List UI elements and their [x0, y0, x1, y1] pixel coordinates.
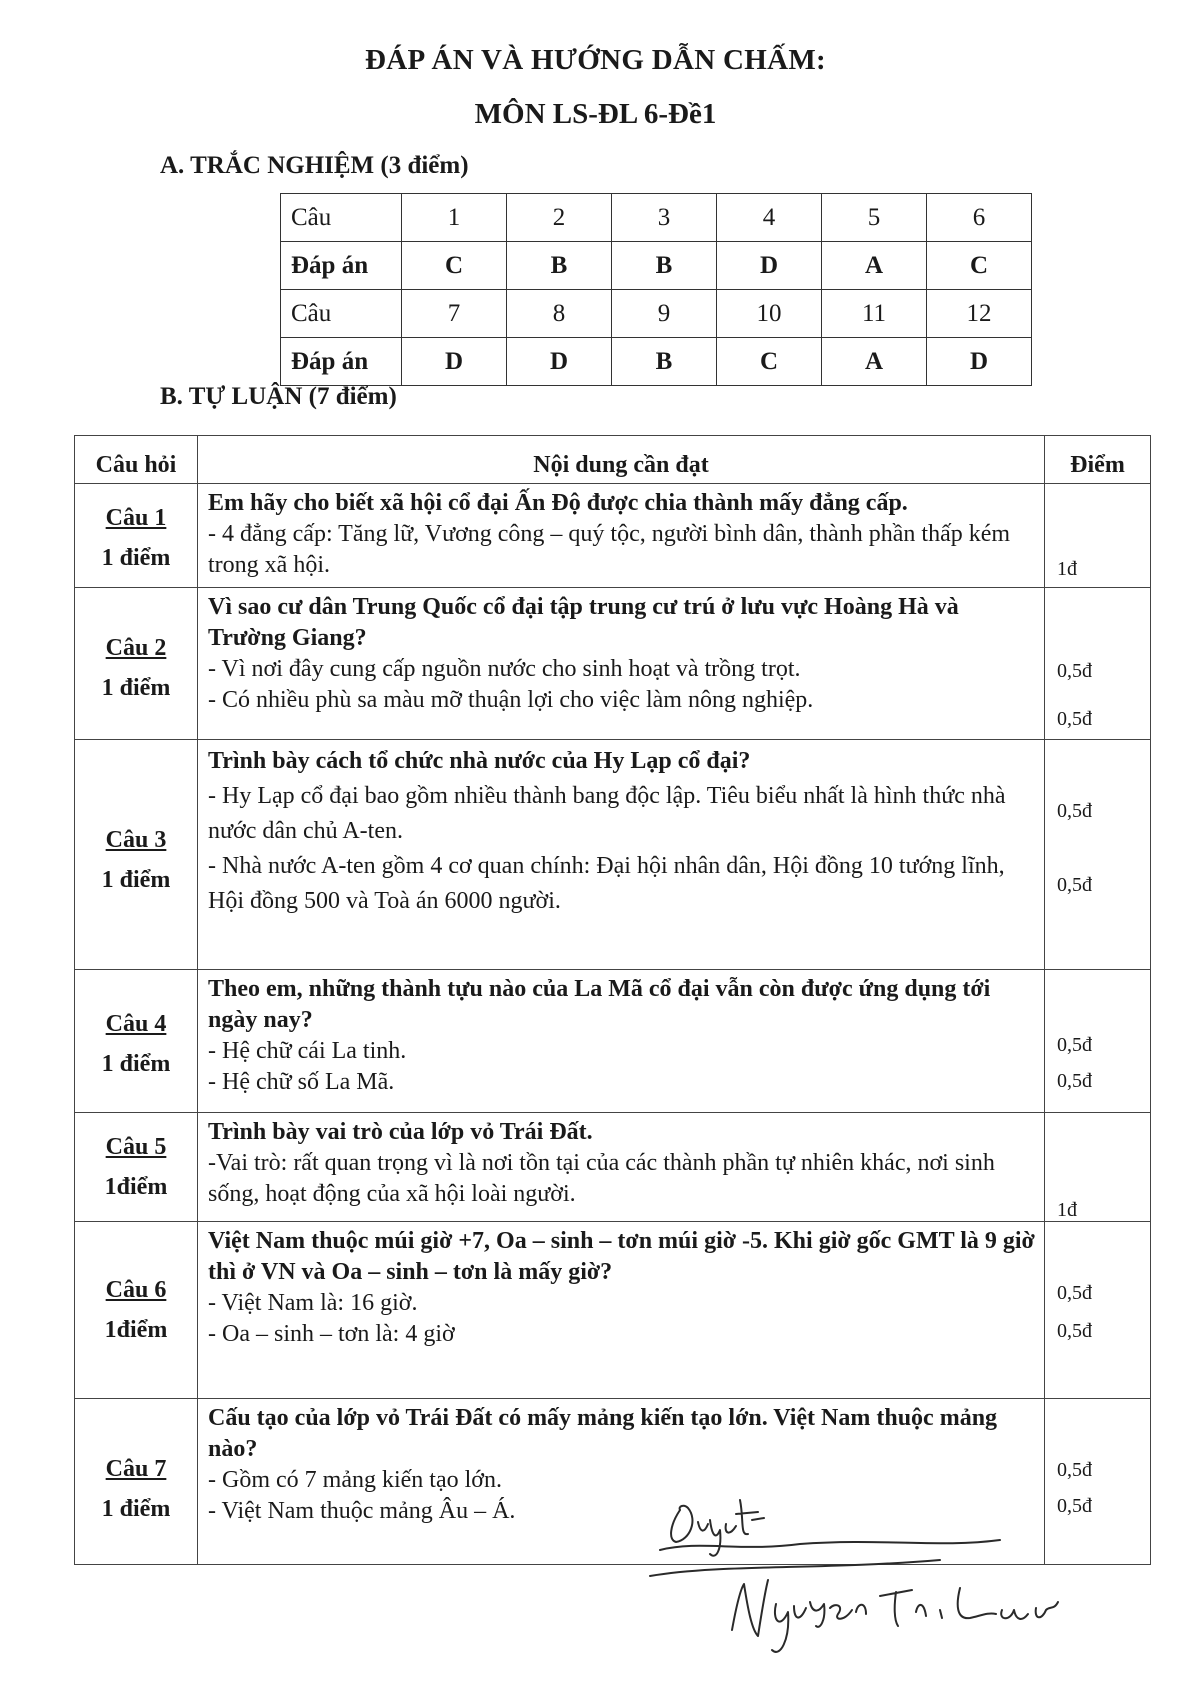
point-value: 0,5đ — [1057, 1070, 1092, 1092]
table-cell: 11 — [822, 290, 927, 338]
answer-line: -Vai trò: rất quan trọng vì là nơi tồn tại của các thành phần tự nhiên khác, nơi sinh sống, hoạt động của xã hội loài người. — [208, 1150, 995, 1207]
points-cell — [1045, 484, 1151, 588]
table-cell: D — [717, 242, 822, 290]
question-label — [75, 588, 198, 740]
table-cell: B — [612, 338, 717, 386]
question-score: 1 điểm — [101, 675, 171, 701]
table-cell: 8 — [507, 290, 612, 338]
point-value: 0,5đ — [1057, 1459, 1092, 1481]
table-cell: Câu — [281, 194, 402, 242]
answer-content — [198, 1113, 1045, 1222]
question-text: Em hãy cho biết xã hội cổ đại Ấn Độ được chia thành mấy đẳng cấp. — [208, 490, 908, 516]
question-score: 1 điểm — [101, 545, 171, 571]
question-label — [75, 740, 198, 970]
table-row — [75, 970, 1151, 1113]
point-value: 0,5đ — [1057, 660, 1092, 682]
essay-table — [74, 435, 1151, 1565]
question-number: Câu 6 — [105, 1277, 167, 1303]
answer-content — [198, 740, 1045, 970]
point-value: 0,5đ — [1057, 1495, 1092, 1517]
table-cell: A — [822, 338, 927, 386]
table-cell: A — [822, 242, 927, 290]
question-text: Việt Nam thuộc múi giờ +7, Oa – sinh – tơn múi giờ -5. Khi giờ gốc GMT là 9 giờ thì ở VN và Oa – sinh – tơn là mấy giờ? — [208, 1228, 1035, 1285]
table-cell: 9 — [612, 290, 717, 338]
answer-line: - Oa – sinh – tơn là: 4 giờ — [208, 1321, 455, 1347]
answer-line: - Hy Lạp cổ đại bao gồm nhiều thành bang độc lập. Tiêu biểu nhất là hình thức nhà nước dân chủ A-ten. — [208, 783, 1006, 844]
question-score: 1điểm — [104, 1174, 168, 1200]
table-cell: D — [402, 338, 507, 386]
table-cell: 12 — [927, 290, 1032, 338]
answer-line: - Việt Nam thuộc mảng Âu – Á. — [208, 1498, 516, 1524]
table-row — [75, 484, 1151, 588]
answer-line: - Nhà nước A-ten gồm 4 cơ quan chính: Đại hội nhân dân, Hội đồng 10 tướng lĩnh, Hội đồng 500 và Toà án 6000 người. — [208, 853, 1005, 914]
table-row — [75, 588, 1151, 740]
answer-content — [198, 484, 1045, 588]
question-score: 1 điểm — [101, 1496, 171, 1522]
table-cell: 4 — [717, 194, 822, 242]
answer-content — [198, 1222, 1045, 1399]
table-row — [75, 740, 1151, 970]
table-cell: D — [927, 338, 1032, 386]
table-header-row — [75, 436, 1151, 484]
question-text: Vì sao cư dân Trung Quốc cổ đại tập trung cư trú ở lưu vực Hoàng Hà và Trường Giang? — [208, 594, 959, 651]
question-text: Trình bày cách tổ chức nhà nước của Hy Lạp cổ đại? — [208, 748, 751, 774]
question-score: 1 điểm — [101, 867, 171, 893]
points-cell — [1045, 1113, 1151, 1222]
point-value: 0,5đ — [1057, 1034, 1092, 1056]
answer-line: - Vì nơi đây cung cấp nguồn nước cho sinh hoạt và trồng trọt. — [208, 656, 801, 682]
table-row — [281, 338, 1032, 386]
table-cell: 1 — [402, 194, 507, 242]
table-cell: C — [402, 242, 507, 290]
table-cell: 3 — [612, 194, 717, 242]
question-number: Câu 5 — [105, 1134, 167, 1160]
table-row — [281, 194, 1032, 242]
answer-line: - Gồm có 7 mảng kiến tạo lớn. — [208, 1467, 502, 1493]
question-label — [75, 1399, 198, 1565]
handwritten-signatures — [640, 1480, 1100, 1680]
point-value: 0,5đ — [1057, 1320, 1092, 1342]
table-row — [75, 1222, 1151, 1399]
question-label — [75, 484, 198, 588]
multiple-choice-table — [280, 193, 1032, 386]
answer-content — [198, 970, 1045, 1113]
answer-line: - Có nhiều phù sa màu mỡ thuận lợi cho việc làm nông nghiệp. — [208, 687, 814, 713]
table-cell: C — [927, 242, 1032, 290]
answer-line: - Hệ chữ số La Mã. — [208, 1069, 395, 1095]
table-cell: 2 — [507, 194, 612, 242]
table-row — [281, 290, 1032, 338]
question-score: 1 điểm — [101, 1051, 171, 1077]
question-number: Câu 2 — [105, 635, 167, 661]
document-subtitle: MÔN LS-ĐL 6-Đề1 — [474, 98, 717, 130]
question-number: Câu 1 — [105, 505, 167, 531]
question-label — [75, 1113, 198, 1222]
table-cell: Đáp án — [281, 338, 402, 386]
question-label — [75, 1222, 198, 1399]
answer-line: - 4 đẳng cấp: Tăng lữ, Vương công – quý tộc, người bình dân, thành phần thấp kém trong xã hội. — [208, 521, 1011, 578]
point-value: 0,5đ — [1057, 708, 1092, 730]
question-label — [75, 970, 198, 1113]
answer-content — [198, 588, 1045, 740]
question-number: Câu 4 — [105, 1011, 167, 1037]
answer-line: - Hệ chữ cái La tinh. — [208, 1038, 407, 1064]
points-cell — [1045, 740, 1151, 970]
table-row — [281, 242, 1032, 290]
question-text: Theo em, những thành tựu nào của La Mã cổ đại vẫn còn được ứng dụng tới ngày nay? — [208, 976, 991, 1033]
question-score: 1điểm — [104, 1317, 168, 1343]
point-value: 1đ — [1057, 1199, 1077, 1221]
table-cell: C — [717, 338, 822, 386]
column-header-points: Điểm — [1045, 436, 1151, 484]
point-value: 1đ — [1057, 558, 1077, 580]
question-text: Cấu tạo của lớp vỏ Trái Đất có mấy mảng kiến tạo lớn. Việt Nam thuộc mảng nào? — [208, 1405, 998, 1462]
signature-nguyen-thi-lan — [732, 1580, 1058, 1652]
points-cell — [1045, 1222, 1151, 1399]
point-value: 0,5đ — [1057, 874, 1092, 896]
table-cell: B — [507, 242, 612, 290]
table-cell: Đáp án — [281, 242, 402, 290]
table-cell: 7 — [402, 290, 507, 338]
section-b-heading: B. TỰ LUẬN (7 điểm) — [160, 383, 397, 410]
table-cell: 10 — [717, 290, 822, 338]
table-row — [75, 1113, 1151, 1222]
table-cell: B — [612, 242, 717, 290]
points-cell — [1045, 970, 1151, 1113]
point-value: 0,5đ — [1057, 800, 1092, 822]
question-number: Câu 3 — [105, 827, 167, 853]
answer-line: - Việt Nam là: 16 giờ. — [208, 1290, 418, 1316]
table-cell: D — [507, 338, 612, 386]
point-value: 0,5đ — [1057, 1282, 1092, 1304]
column-header-content: Nội dung cần đạt — [198, 436, 1045, 484]
column-header-question: Câu hỏi — [75, 436, 198, 484]
table-cell: 6 — [927, 194, 1032, 242]
document-title: ĐÁP ÁN VÀ HƯỚNG DẪN CHẤM: — [365, 44, 826, 76]
section-a-heading: A. TRẮC NGHIỆM (3 điểm) — [160, 152, 469, 179]
question-number: Câu 7 — [105, 1456, 167, 1482]
table-cell: Câu — [281, 290, 402, 338]
table-cell: 5 — [822, 194, 927, 242]
points-cell — [1045, 588, 1151, 740]
question-text: Trình bày vai trò của lớp vỏ Trái Đất. — [208, 1119, 593, 1145]
